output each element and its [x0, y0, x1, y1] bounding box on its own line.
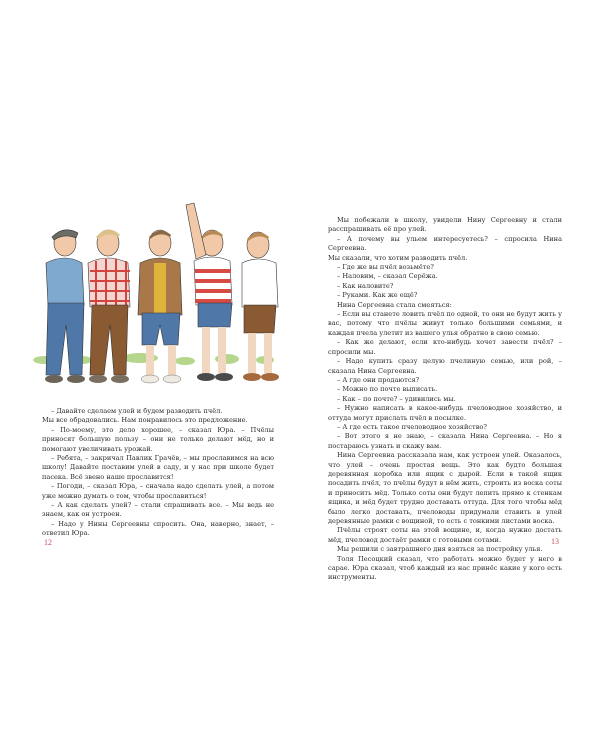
page-number-right: 13 [551, 537, 559, 546]
paragraph: – Надо купить сразу целую пчелиную семью, или рой, – сказала Нина Сергеевна. [328, 357, 562, 375]
paragraph: – Где же вы пчёл возьмёте? [337, 263, 434, 272]
paragraph: Мы все обрадовались. Нам понравилось это предложение. [42, 416, 248, 425]
paragraph: – Если вы станете ловить пчёл по одной, то они не будут жить у вас, потому что пчёлы живут только большими семьями, и каждая пчела улетит из вашего улья обратно в свою семью. [328, 310, 562, 337]
page-number-left: 12 [44, 538, 52, 547]
paragraph: – Нужно написать в какое-нибудь пчеловодное хозяйство, и оттуда могут прислать пчёл в посылке. [328, 404, 562, 422]
paragraph: – Ребята, – закричал Павлик Грачёв, – мы прославимся на всю школу! Давайте поставим улей в саду, и у нас при школе будет пасека. Всё звено наше прославится! [42, 454, 274, 481]
left-page-text [42, 407, 274, 539]
paragraph: – А почему вы ульем интересуетесь? – спросила Нина Сергеевна. [328, 234, 562, 253]
paragraph: – Руками. Как же ещё? [337, 291, 418, 300]
paragraph: – А как сделать улей? – стали спрашивать все. – Мы ведь не знаем, как он устроен. [42, 501, 274, 519]
paragraph: Толя Песоцкий сказал, что работать можно будет у него в сарае. Юра сказал, чтоб каждый из нас принёс какие у кого есть инструменты. [328, 554, 562, 582]
right-page-text [328, 216, 562, 583]
boys-illustration [30, 175, 290, 395]
paragraph: – Как же делают, если кто-нибудь хочет завести пчёл? – спросили мы. [328, 338, 562, 356]
paragraph: Мы решили с завтрашнего дня взяться за постройку улья. [337, 545, 543, 554]
paragraph: Мы побежали в школу, увидели Нину Сергеевну и стали расспрашивать её про улей. [328, 216, 562, 234]
paragraph: – Как наловите? [337, 281, 394, 290]
paragraph: Нина Сергеевна стала смеяться: [337, 300, 452, 309]
paragraph: – Давайте сделаем улей и будем разводить пчёл. [51, 407, 223, 415]
paragraph: – Можно по почте выписать. [337, 385, 438, 394]
paragraph: – Надо у Нины Сергеевны спросить. Она, наверно, знает, – ответил Юра. [42, 519, 274, 538]
paragraph: – А где они продаются? [337, 375, 420, 384]
paragraph: Пчёлы строят соты на этой вощине, и, когда нужно достать мёд, пчеловод достаёт рамки с готовыми сотами. [328, 526, 562, 544]
paragraph: – Погоди, – сказал Юра, – сначала надо сделать улей, а потом уже можно думать о том, чтобы прославиться! [42, 482, 274, 500]
paragraph: – А где есть такое пчеловодное хозяйство? [337, 422, 487, 431]
paragraph: Мы сказали, что хотим разводить пчёл. [328, 253, 468, 262]
paragraph: – По-моему, это дело хорошее, – сказал Юра. – Пчёлы приносят большую пользу – они не только делают мёд, но и помогают увеличивать урожай. [42, 425, 274, 453]
paragraph: Нина Сергеевна рассказала нам, как устроен улей. Оказалось, что улей – очень простая вещь. Это как будто большая деревянная коробка или ящик с дырой. Если в такой ящик посадить пчёл, то пчёлы будут в нём жить, строить из воска соты и приносить мёд. Только соты они будут лепить прямо к стенкам ящика, и мёд будет трудно доставать оттуда. Для того чтобы мёд было легко доставать, пчеловоды придумали ставить в улей деревянные рамки с вощиной, то есть с тонкими листами воска. [328, 451, 562, 525]
paragraph: – Как – по почте? – удивились мы. [337, 394, 456, 403]
boy-striped-shirt [186, 203, 233, 381]
boy-plaid-shirt [88, 229, 130, 383]
right-page [300, 0, 600, 750]
boy-cap-blue-shirt [45, 230, 85, 383]
paragraph: – Наловим, – сказал Серёжа. [337, 272, 438, 281]
paragraph: – Вот этого я не знаю, – сказала Нина Сергеевна. – Но я постараюсь узнать и скажу вам. [328, 432, 562, 450]
